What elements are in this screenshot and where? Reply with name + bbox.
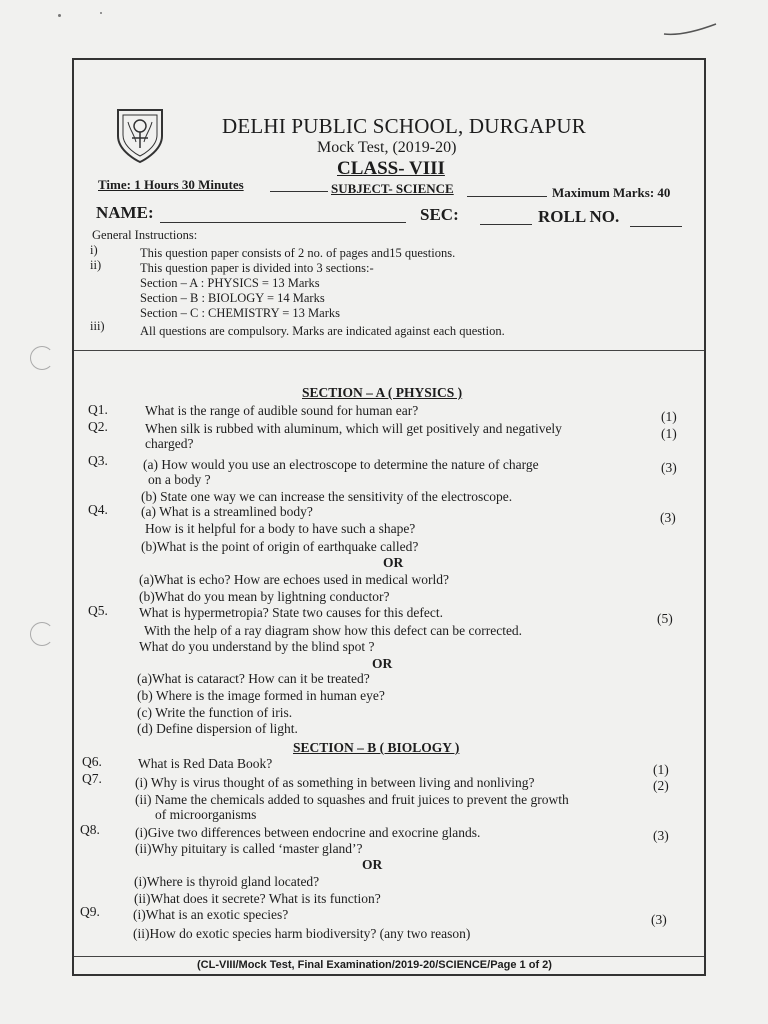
question-text: (b) State one way we can increase the sensitivity of the electroscope. — [141, 489, 513, 504]
question-number: Q3. — [88, 453, 108, 468]
question-text: (i)What is an exotic species? — [133, 907, 289, 922]
question-number: Q7. — [82, 771, 102, 786]
question-text: When silk is rubbed with aluminum, which will get positively and negatively — [145, 421, 562, 436]
instruction-number: i) — [90, 243, 98, 257]
instruction-text: This question paper consists of 2 no. of pages and15 questions. — [140, 246, 456, 260]
class-title: CLASS- VIII — [337, 158, 445, 179]
question-text: (i) Why is virus thought of as something in between living and nonliving? — [135, 775, 535, 790]
punch-hole — [30, 622, 54, 646]
question-text: (a) What is a streamlined body? — [141, 504, 313, 519]
question-text: of microorganisms — [155, 807, 257, 822]
question-text: What is Red Data Book? — [138, 756, 273, 771]
scan-dot — [100, 12, 102, 14]
question-marks: (1) — [653, 762, 669, 777]
maximum-marks: Maximum Marks: 40 — [552, 185, 671, 200]
school-logo — [112, 104, 168, 166]
or-divider: OR — [372, 656, 393, 671]
question-number: Q2. — [88, 419, 108, 434]
page-footer: (CL-VIII/Mock Test, Final Examination/2019-20/SCIENCE/Page 1 of 2) — [197, 959, 552, 971]
question-number: Q4. — [88, 502, 108, 517]
or-divider: OR — [362, 857, 383, 872]
question-text: charged? — [145, 436, 194, 451]
question-text: (a) How would you use an electroscope to determine the nature of charge — [143, 457, 539, 472]
question-text: (ii)Why pituitary is called ‘master gland’? — [135, 841, 363, 856]
question-marks: (2) — [653, 778, 669, 793]
question-text: (ii) Name the chemicals added to squashes and fruit juices to prevent the growth — [135, 792, 569, 807]
school-name: DELHI PUBLIC SCHOOL, DURGAPUR — [222, 114, 586, 138]
question-text: (c) Write the function of iris. — [137, 705, 293, 720]
section-a-heading: SECTION – A ( PHYSICS ) — [302, 385, 463, 400]
instruction-number: ii) — [90, 258, 102, 272]
name-field[interactable] — [160, 222, 406, 223]
pen-mark — [660, 20, 720, 40]
question-text: (a)What is echo? How are echoes used in medical world? — [139, 572, 449, 587]
roll-label: ROLL NO. — [538, 207, 620, 226]
question-text: (i)Where is thyroid gland located? — [134, 874, 320, 889]
question-marks: (3) — [661, 460, 677, 475]
question-text: on a body ? — [148, 472, 211, 487]
question-text: (a)What is cataract? How can it be treated? — [137, 671, 370, 686]
scan-dot — [58, 14, 61, 17]
instruction-number: iii) — [90, 319, 105, 333]
question-text: What is the range of audible sound for human ear? — [145, 403, 419, 418]
time-allowed: Time: 1 Hours 30 Minutes — [98, 177, 244, 192]
section-label: SEC: — [420, 205, 459, 224]
instruction-text: Section – C : CHEMISTRY = 13 Marks — [140, 306, 340, 320]
question-text: (b)What is the point of origin of earthquake called? — [141, 539, 419, 554]
question-text: (ii)What does it secrete? What is its function? — [134, 891, 381, 906]
subject-underline — [467, 196, 547, 197]
question-text: What do you understand by the blind spot ? — [139, 639, 375, 654]
time-underline — [270, 191, 328, 192]
question-number: Q5. — [88, 603, 108, 618]
question-marks: (1) — [661, 426, 677, 441]
instructions-heading: General Instructions: — [92, 228, 198, 242]
question-text: How is it helpful for a body to have such a shape? — [145, 521, 416, 536]
question-text: What is hypermetropia? State two causes for this defect. — [139, 605, 444, 620]
question-marks: (3) — [653, 828, 669, 843]
question-text: (d) Define dispersion of light. — [137, 721, 298, 736]
instruction-text: Section – A : PHYSICS = 13 Marks — [140, 276, 320, 290]
question-number: Q8. — [80, 822, 100, 837]
header-divider — [74, 350, 704, 351]
name-label: NAME: — [96, 203, 154, 222]
question-text: (i)Give two differences between endocrine and exocrine glands. — [135, 825, 481, 840]
roll-field[interactable] — [630, 226, 682, 227]
subject: SUBJECT- SCIENCE — [331, 181, 454, 196]
question-marks: (1) — [661, 409, 677, 424]
section-field[interactable] — [480, 224, 532, 225]
or-divider: OR — [383, 555, 404, 570]
instruction-text: Section – B : BIOLOGY = 14 Marks — [140, 291, 325, 305]
question-marks: (3) — [660, 510, 676, 525]
question-marks: (3) — [651, 912, 667, 927]
instruction-text: All questions are compulsory. Marks are indicated against each question. — [140, 324, 505, 338]
instruction-text: This question paper is divided into 3 sections:- — [140, 261, 374, 275]
section-b-heading: SECTION – B ( BIOLOGY ) — [293, 740, 460, 755]
footer-divider — [74, 956, 704, 957]
question-marks: (5) — [657, 611, 673, 626]
question-text: (b)What do you mean by lightning conductor? — [139, 589, 390, 604]
punch-hole — [30, 346, 54, 370]
question-number: Q6. — [82, 754, 102, 769]
question-text: With the help of a ray diagram show how this defect can be corrected. — [144, 623, 523, 638]
question-text: (b) Where is the image formed in human eye? — [137, 688, 385, 703]
question-number: Q1. — [88, 402, 108, 417]
question-number: Q9. — [80, 904, 100, 919]
test-name: Mock Test, (2019-20) — [317, 139, 457, 156]
question-text: (ii)How do exotic species harm biodiversity? (any two reason) — [133, 926, 471, 941]
